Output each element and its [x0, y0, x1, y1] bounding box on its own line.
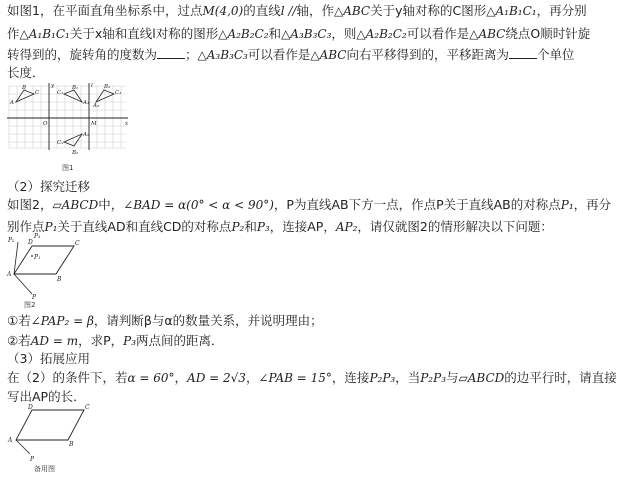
text: 与 — [446, 370, 459, 385]
label-c2: C₂ — [57, 140, 64, 146]
label-b1: B₁ — [72, 85, 79, 91]
triangle-abc: △ABC — [469, 27, 506, 41]
p2-line1 — [7, 198, 611, 212]
text: 向右平移得到的，平移距离为 — [346, 47, 510, 62]
expr-ad: AD = m — [30, 334, 79, 348]
angle-pap2: ∠PAP₂ = β — [30, 314, 94, 328]
text: 关于直线AD和直线CD的对称点 — [57, 219, 232, 234]
label-y: y — [51, 83, 55, 89]
text: 别作点 — [7, 219, 45, 234]
label-p: P — [30, 456, 35, 463]
text: ，请判断β与α的数量关系，并说明理由； — [93, 313, 323, 328]
triangle-a3b3c3: △A₃B₃C₃ — [281, 27, 332, 41]
text: ，连接 — [331, 370, 370, 385]
point-p3: P₃ — [256, 220, 270, 234]
label-d: D — [28, 239, 33, 246]
text: ①若 — [7, 313, 31, 328]
label-b: B — [57, 276, 62, 283]
text: ，P为直线AB下方一点，作点P关于直线AB的对称点 — [273, 197, 561, 212]
text: ，请仅就图2的情形解决以下问题： — [357, 219, 553, 234]
p1-line2 — [7, 27, 590, 41]
line-l: l // — [280, 4, 297, 18]
point-p1: P₁ — [560, 198, 574, 212]
segment-p2p3: P₂P₃ — [369, 371, 396, 385]
label-l: l — [91, 83, 93, 89]
text: ，再分别 — [536, 3, 587, 18]
triangle-a2b2c2: △A₂B₂C₂ — [218, 27, 269, 41]
label-x: x — [125, 121, 129, 127]
label-o: O — [43, 121, 48, 127]
text: 和 — [268, 26, 282, 41]
p1-line1 — [7, 4, 587, 18]
text: ，连接AP， — [269, 219, 336, 234]
text: 转得到的，旋转角的度数为 — [7, 47, 158, 62]
label-c: C — [85, 404, 90, 411]
ad-value: AD = 2√3 — [187, 371, 246, 385]
label-c3: C₃ — [115, 90, 122, 96]
angle-pab: ∠PAB = 15° — [258, 371, 332, 385]
segment-ap — [14, 274, 32, 294]
parallelogram-shape — [16, 410, 84, 440]
label-b2: B₂ — [72, 150, 79, 156]
point-p1: P₁ — [44, 220, 58, 234]
backup-figure-caption: 备用图 — [34, 465, 55, 473]
figure-2-caption: 图2 — [24, 301, 36, 309]
p2-heading: （2）探究迁移 — [7, 179, 90, 194]
label-p3: P₃ — [34, 233, 41, 240]
label-p1: P₁ — [34, 254, 41, 261]
segment-p2p3: P₂P₃ — [420, 371, 447, 385]
text: 绕点O顺时针旋 — [505, 26, 591, 41]
p3-line1 — [7, 371, 617, 385]
text: 在（2）的条件下，若 — [7, 370, 128, 385]
label-b: B — [22, 85, 27, 91]
label-c1: C₁ — [57, 90, 64, 96]
question-1 — [7, 314, 323, 328]
label-c: C — [35, 90, 40, 96]
question-2 — [7, 334, 224, 348]
figure-1 — [4, 80, 132, 160]
text: ， — [245, 370, 259, 385]
text: 的直线 — [243, 3, 281, 18]
triangle-abc: △ABC — [333, 4, 371, 18]
p1-line3 — [7, 48, 575, 62]
point-m: M(4,0) — [202, 4, 244, 18]
text: 的边平行时，请直接 — [504, 370, 617, 385]
figure-2 — [4, 232, 94, 300]
text: ，则 — [331, 26, 357, 41]
label-m: M — [91, 121, 97, 127]
text: ，求P， — [78, 333, 124, 348]
segment-ap — [16, 440, 30, 454]
triangle-a1b1c1: △A₁B₁C₁ — [19, 27, 70, 41]
point-p2: P₂ — [231, 220, 245, 234]
text: ，当 — [395, 370, 421, 385]
text: 中， — [98, 197, 124, 212]
triangle-a1b1c1: △A₁B₁C₁ — [486, 4, 537, 18]
text: 两点间的距离． — [136, 333, 224, 348]
parallelogram-shape — [14, 246, 74, 274]
text: 写出AP的长． — [7, 389, 86, 404]
text: 可以看作是 — [406, 26, 470, 41]
text: 可以看作是 — [247, 47, 311, 62]
label-p2: P₂ — [8, 237, 15, 244]
alpha-value: α = 60° — [127, 371, 175, 385]
text: ， — [174, 370, 188, 385]
label-a: A — [8, 437, 13, 444]
triangle-a3b3c3: △A₃B₃C₃ — [197, 48, 248, 62]
point-p3: P₃ — [123, 334, 137, 348]
answer-blank[interactable] — [157, 48, 185, 59]
label-b3: B₃ — [104, 84, 111, 90]
angle-bad: ∠BAD = α(0° < α < 90°) — [123, 198, 274, 212]
label-d: D — [28, 404, 33, 411]
text: ； — [185, 47, 198, 62]
label-p: P — [32, 294, 37, 301]
label-a: A — [7, 271, 12, 278]
triangle-abc: △ABC — [310, 48, 347, 62]
text: 和 — [244, 219, 257, 234]
p1-line4 — [7, 66, 45, 80]
label-a3: A₃ — [93, 103, 100, 109]
parallelogram-abcd: ▱ABCD — [52, 198, 99, 212]
text: 作 — [7, 26, 20, 41]
text: 如图2， — [7, 197, 53, 212]
backup-figure — [4, 402, 94, 464]
p3-heading: （3）拓展应用 — [7, 351, 90, 366]
text: 轴，作 — [296, 3, 334, 18]
label-a1: A₁ — [83, 100, 90, 106]
triangle-a2b2c2: △A₂B₂C₂ — [356, 27, 407, 41]
text: 关于y轴对称的C图形 — [370, 3, 487, 18]
text: 长度． — [7, 65, 45, 80]
figure-1-caption: 图1 — [62, 164, 74, 172]
label-a2: A₂ — [83, 132, 90, 138]
text: ，再分 — [573, 197, 612, 212]
point-p1-dot — [31, 255, 33, 257]
text: ②若 — [7, 333, 31, 348]
text: 个单位 — [537, 47, 575, 62]
parallelogram-abcd: ▱ABCD — [458, 371, 505, 385]
text: 如图1，在平面直角坐标系中，过点 — [7, 3, 203, 18]
label-b: B — [69, 441, 74, 448]
answer-blank[interactable] — [509, 48, 537, 59]
text: 关于x轴和直线l对称的图形 — [69, 26, 219, 41]
label-c: C — [75, 240, 80, 247]
segment-ap2: AP₂ — [335, 220, 358, 234]
label-a: A — [10, 100, 14, 106]
